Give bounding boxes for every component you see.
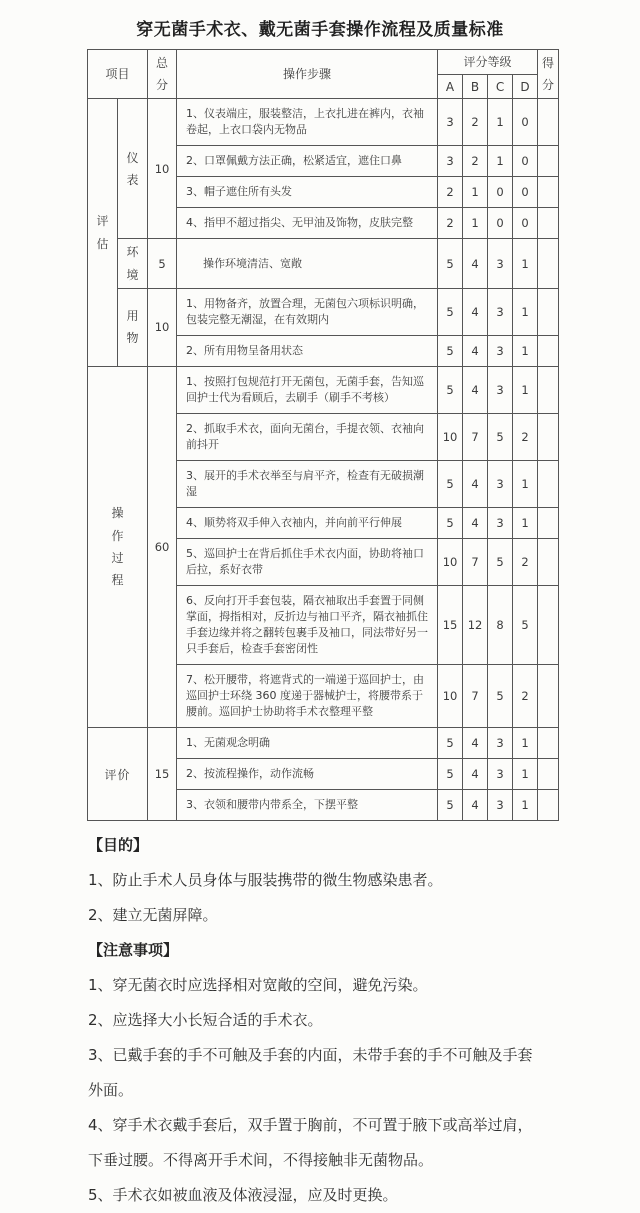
grade-cell: 5 <box>488 413 513 460</box>
subcategory-cell-label: 用物 <box>126 309 139 346</box>
step-cell: 3、衣领和腰带内带系全，下摆平整 <box>177 789 438 820</box>
subcategory-cell <box>118 239 148 288</box>
grade-cell: 4 <box>463 366 488 413</box>
header-score: 得分 <box>538 50 559 99</box>
step-cell: 1、无菌观念明确 <box>177 727 438 758</box>
grade-cell: 1 <box>513 727 538 758</box>
step-cell: 2、所有用物呈备用状态 <box>177 335 438 366</box>
score-cell <box>538 460 559 507</box>
category-cell-label: 操作过程 <box>111 506 124 587</box>
grade-cell: 15 <box>438 585 463 664</box>
score-cell <box>538 789 559 820</box>
grade-cell: 1 <box>513 366 538 413</box>
grade-cell: 3 <box>488 727 513 758</box>
grade-cell: 0 <box>488 177 513 208</box>
score-cell <box>538 538 559 585</box>
category-cell <box>88 99 118 366</box>
table-header-row-1 <box>88 50 559 75</box>
grade-cell: 3 <box>438 99 463 146</box>
total-score-cell: 60 <box>148 366 177 727</box>
table-body <box>88 99 559 820</box>
header-steps: 操作步骤 <box>177 50 438 99</box>
category-cell-label: 评价 <box>104 768 131 783</box>
grade-cell: 2 <box>513 538 538 585</box>
grade-cell: 4 <box>463 239 488 288</box>
grade-cell: 5 <box>438 727 463 758</box>
precaution-item: 4、穿手术衣戴手套后，双手置于胸前，不可置于腋下或高举过肩，下垂过腰。不得离开手术间，不得接触非无菌物品。 <box>88 1115 533 1169</box>
score-cell <box>538 585 559 664</box>
score-cell <box>538 507 559 538</box>
grade-cell: 4 <box>463 727 488 758</box>
subcategory-cell <box>118 99 148 239</box>
grade-cell: 5 <box>438 335 463 366</box>
grade-cell: 0 <box>513 146 538 177</box>
table-row <box>88 366 559 413</box>
step-cell: 4、顺势将双手伸入衣袖内，并向前平行伸展 <box>177 507 438 538</box>
step-cell: 6、反向打开手套包装，隔衣袖取出手套置于同侧掌面，拇指相对，反折边与袖口平齐，隔衣袖抓住手套边缘并将之翻转包裹手及袖口，同法带好另一只手套后，检查手套密闭性 <box>177 585 438 664</box>
header-item: 项目 <box>88 50 148 99</box>
grade-cell: 1 <box>463 177 488 208</box>
subcategory-cell-label: 环境 <box>126 245 139 282</box>
grade-cell: 1 <box>513 335 538 366</box>
grade-cell: 3 <box>488 507 513 538</box>
grade-cell: 0 <box>513 99 538 146</box>
step-cell: 1、仪表端庄，服装整洁，上衣扎进在裤内，衣袖卷起，上衣口袋内无物品 <box>177 99 438 146</box>
grade-cell: 7 <box>463 413 488 460</box>
grade-cell: 5 <box>488 538 513 585</box>
precautions-list <box>88 968 546 1213</box>
score-cell <box>538 208 559 239</box>
grade-cell: 0 <box>513 208 538 239</box>
score-cell <box>538 146 559 177</box>
precaution-item: 1、穿无菌衣时应选择相对宽敞的空间，避免污染。 <box>88 975 428 994</box>
purpose-item: 1、防止手术人员身体与服装携带的微生物感染患者。 <box>88 870 443 889</box>
step-cell: 7、松开腰带，将遮背式的一端递于巡回护士，由巡回护士环绕 360 度递于器械护士，将腰带系于腰前。巡回护士协助将手术衣整理平整 <box>177 664 438 727</box>
category-cell-label: 评估 <box>96 214 109 251</box>
grade-cell: 4 <box>463 789 488 820</box>
grade-cell: 2 <box>463 99 488 146</box>
precautions-heading: 【注意事项】 <box>88 940 179 959</box>
grade-cell: 7 <box>463 664 488 727</box>
step-cell: 1、用物备齐，放置合理，无菌包六项标识明确，包装完整无潮湿，在有效期内 <box>177 288 438 335</box>
grade-cell: 3 <box>488 789 513 820</box>
grade-cell: 1 <box>513 239 538 288</box>
precaution-item: 5、手术衣如被血液及体液浸湿，应及时更换。 <box>88 1185 398 1204</box>
grade-cell: 5 <box>488 664 513 727</box>
score-cell <box>538 664 559 727</box>
grade-cell: 7 <box>463 538 488 585</box>
grade-cell: 10 <box>438 413 463 460</box>
score-cell <box>538 239 559 288</box>
total-score-cell: 10 <box>148 288 177 366</box>
score-cell <box>538 727 559 758</box>
total-score-cell: 5 <box>148 239 177 288</box>
grade-cell: 4 <box>463 460 488 507</box>
grade-cell: 3 <box>488 288 513 335</box>
grade-cell: 0 <box>513 177 538 208</box>
grade-cell: 5 <box>438 460 463 507</box>
grade-cell: 5 <box>438 239 463 288</box>
grade-cell: 5 <box>438 789 463 820</box>
grade-cell: 1 <box>463 208 488 239</box>
grade-cell: 3 <box>438 146 463 177</box>
grade-cell: 2 <box>513 413 538 460</box>
grade-cell: 3 <box>488 366 513 413</box>
grade-cell: 2 <box>438 208 463 239</box>
step-cell: 3、展开的手术衣举至与肩平齐，检查有无破损潮湿 <box>177 460 438 507</box>
score-cell <box>538 335 559 366</box>
step-cell: 2、按流程操作，动作流畅 <box>177 758 438 789</box>
notes-block <box>88 828 546 1213</box>
table-row <box>88 288 559 335</box>
grade-cell: 10 <box>438 538 463 585</box>
grade-cell: 1 <box>488 146 513 177</box>
score-cell <box>538 177 559 208</box>
score-cell <box>538 413 559 460</box>
step-cell: 5、巡回护士在背后抓住手术衣内面，协助将袖口后拉，系好衣带 <box>177 538 438 585</box>
grade-cell: 12 <box>463 585 488 664</box>
grade-cell: 5 <box>513 585 538 664</box>
step-cell: 2、抓取手术衣，面向无菌台，手提衣领、衣袖向前抖开 <box>177 413 438 460</box>
grade-cell: 4 <box>463 507 488 538</box>
purpose-heading: 【目的】 <box>88 835 149 854</box>
header-total-score: 总分 <box>148 50 177 99</box>
grade-cell: 5 <box>438 507 463 538</box>
subcategory-cell <box>118 288 148 366</box>
header-grade: 评分等级 <box>438 50 538 75</box>
header-grade-b: B <box>463 74 488 99</box>
grade-cell: 4 <box>463 758 488 789</box>
grade-cell: 3 <box>488 239 513 288</box>
score-cell <box>538 758 559 789</box>
grade-cell: 1 <box>513 789 538 820</box>
grade-cell: 5 <box>438 758 463 789</box>
header-grade-d: D <box>513 74 538 99</box>
table-row <box>88 727 559 758</box>
score-cell <box>538 99 559 146</box>
grade-cell: 3 <box>488 460 513 507</box>
grade-cell: 4 <box>463 335 488 366</box>
score-cell <box>538 288 559 335</box>
grade-cell: 3 <box>488 335 513 366</box>
grade-cell: 5 <box>438 288 463 335</box>
category-cell <box>88 366 148 727</box>
grade-cell: 2 <box>463 146 488 177</box>
step-cell: 操作环境清洁、宽敞 <box>177 239 438 288</box>
grade-cell: 2 <box>513 664 538 727</box>
subcategory-cell-label: 仪表 <box>126 150 139 187</box>
purpose-list <box>88 863 546 933</box>
grade-cell: 1 <box>513 507 538 538</box>
grade-cell: 1 <box>513 758 538 789</box>
category-cell <box>88 727 148 820</box>
total-score-cell: 10 <box>148 99 177 239</box>
grade-cell: 2 <box>438 177 463 208</box>
precaution-item: 3、已戴手套的手不可触及手套的内面，未带手套的手不可触及手套外面。 <box>88 1045 533 1099</box>
grade-cell: 3 <box>488 758 513 789</box>
precaution-item: 2、应选择大小长短合适的手术衣。 <box>88 1010 323 1029</box>
header-grade-a: A <box>438 74 463 99</box>
grade-cell: 4 <box>463 288 488 335</box>
header-grade-c: C <box>488 74 513 99</box>
score-table <box>87 49 559 821</box>
grade-cell: 10 <box>438 664 463 727</box>
grade-cell: 1 <box>488 99 513 146</box>
grade-cell: 1 <box>513 288 538 335</box>
grade-cell: 0 <box>488 208 513 239</box>
step-cell: 4、指甲不超过指尖、无甲油及饰物，皮肤完整 <box>177 208 438 239</box>
step-cell: 3、帽子遮住所有头发 <box>177 177 438 208</box>
table-row <box>88 99 559 146</box>
grade-cell: 5 <box>438 366 463 413</box>
purpose-item: 2、建立无菌屏障。 <box>88 905 218 924</box>
total-score-cell: 15 <box>148 727 177 820</box>
step-cell: 2、口罩佩戴方法正确，松紧适宜，遮住口鼻 <box>177 146 438 177</box>
grade-cell: 1 <box>513 460 538 507</box>
table-header <box>88 50 559 99</box>
page-title: 穿无菌手术衣、戴无菌手套操作流程及质量标准 <box>136 20 504 40</box>
score-cell <box>538 366 559 413</box>
grade-cell: 8 <box>488 585 513 664</box>
table-row <box>88 239 559 288</box>
step-cell: 1、按照打包规范打开无菌包，无菌手套，告知巡回护士代为看顾后，去刷手（刷手不考核） <box>177 366 438 413</box>
